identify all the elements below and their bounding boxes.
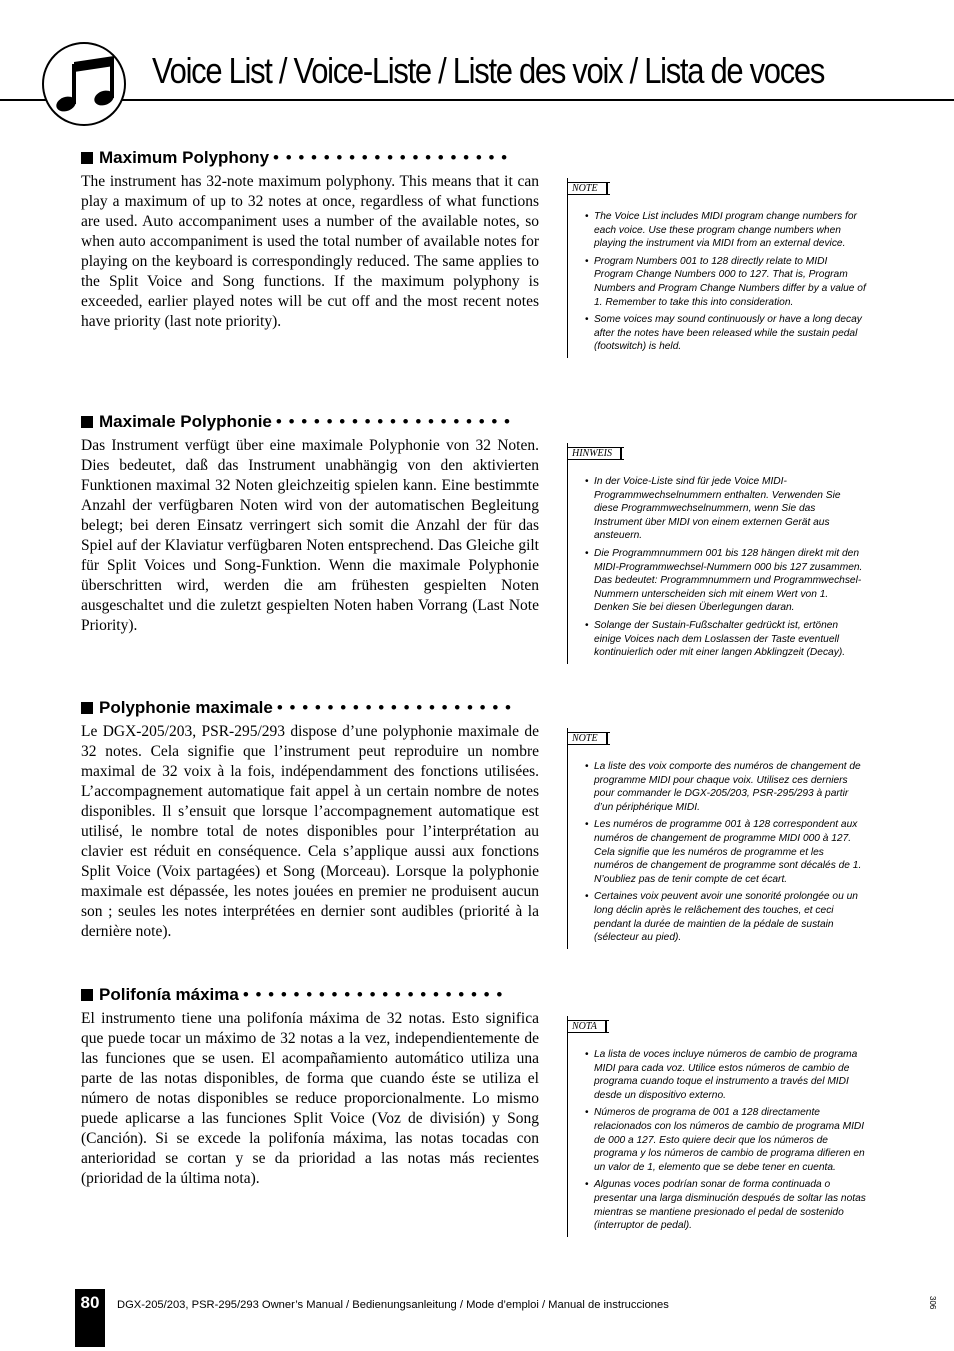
page-number: 80 (80, 1293, 100, 1312)
note-list (568, 1048, 866, 1233)
section-german (81, 411, 539, 636)
section-body: The instrument has 32-note maximum polyphony. This means that it can play a maximum of up to 32 notes at once, regardless of what functions are used. Auto accompaniment uses a number of the available notes, so when auto accompaniment is used the total number of available notes for playing on the keyboard is correspondingly reduced. The same applies to the Split Voice and Song functions. If the maximum polyphony is exceeded, earlier played notes will be cut off and the most recent notes have priority (last note priority). (81, 173, 539, 330)
section-english (81, 147, 539, 332)
note-label: HINWEIS (568, 447, 624, 460)
section-heading (81, 697, 539, 719)
note-box-german (567, 443, 866, 664)
note-item: • Algunas voces podrían sonar de forma continuada o presentar una larga disminución después de soltar las notas mientras se mantiene presionado el pedal de sostenido (interruptor de pedal). (585, 1178, 866, 1232)
section-spanish (81, 984, 539, 1189)
heading-dots: • • • • • • • • • • • • • • • • • • • (275, 412, 511, 431)
note-label: NOTE (568, 182, 610, 195)
heading-dots: • • • • • • • • • • • • • • • • • • • • • (242, 985, 504, 1004)
square-bullet-icon (81, 702, 93, 714)
music-note-icon (42, 42, 126, 126)
note-item: • Solange der Sustain-Fußschalter gedrückt ist, ertönen einige Voices nach dem Loslassen der Taste eventuell kontinuierlich oder mit einer langen Abklingzeit (Decay). (585, 619, 866, 660)
note-item: • Program Numbers 001 to 128 directly relate to MIDI Program Change Numbers 000 to 127. That is, Program Numbers and Program Change Numbers differ by a value of 1. Remember to take this into consideration. (585, 255, 866, 309)
note-item: • Die Programmnummern 001 bis 128 hängen direkt mit den MIDI-Programmwechsel-Nummern 000 bis 127 zusammen. Das bedeutet: Programmnummern und Programmwechsel-Nummern unterscheiden sich mit einem Wert von 1. Denken Sie bei diesen Überlegungen daran. (585, 547, 866, 615)
page-title: Voice List / Voice-Liste / Liste des voix / Lista de voces (152, 50, 825, 91)
note-label: NOTA (568, 1020, 609, 1033)
section-body: El instrumento tiene una polifonía máxima de 32 notas. Esto significa que puede tocar un máximo de 32 notas a la vez, independientemente de las funciones que se usen. El acompañamiento automático utiliza una parte de las notas disponibles, de forma que cuando éste se utiliza el número de notas disponibles se reduce proporcionalmente. Lo mismo puede aplicarse a las funciones Split Voice (Voz de división) y Song (Canción). Si se excede la polifonía máxima, las notas tocadas con anterioridad se cortan y se da prioridad a las notas más recientes (prioridad de la última nota). (81, 1010, 539, 1187)
note-box-spanish (567, 1016, 866, 1237)
note-item: • Números de programa de 001 a 128 directamente relacionados con los números de cambio de programa MIDI de 000 a 127. Esto quiere decir que los números de programa y los números de cambio de programa difieren en un valor de 1, elemento que se debe tener en cuenta. (585, 1106, 866, 1174)
note-item: • Les numéros de programme 001 à 128 correspondent aux numéros de changement de programme MIDI 000 à 127. Cela signifie que les numéros de programme et les numéros de changement de programme sont décalés de 1. N’oubliez pas de tenir compte de cet écart. (585, 818, 866, 886)
section-heading-label: Polyphonie maximale (99, 698, 273, 717)
note-item: • Some voices may sound continuously or have a long decay after the notes have been released while the sustain pedal (footswitch) is held. (585, 313, 866, 354)
square-bullet-icon (81, 416, 93, 428)
note-label: NOTE (568, 732, 610, 745)
note-item: • La liste des voix comporte des numéros de changement de programme MIDI pour chaque voix. Utilisez ces derniers pour commander le DGX-205/203, PSR-295/293 à partir d’un périphérique MIDI. (585, 760, 866, 814)
section-french (81, 697, 539, 942)
note-list (568, 210, 866, 354)
page-code: 306 (928, 1296, 937, 1310)
header-rule (0, 99, 954, 101)
section-heading (81, 984, 539, 1006)
footer-manual-title: DGX-205/203, PSR-295/293 Owner’s Manual / Bedienungsanleitung / Mode d’emploi / Manual de instrucciones (117, 1299, 669, 1311)
note-box-french (567, 728, 866, 949)
section-heading-label: Maximale Polyphonie (99, 412, 272, 431)
note-list (568, 475, 866, 660)
square-bullet-icon (81, 152, 93, 164)
note-list (568, 760, 866, 945)
section-heading (81, 411, 539, 433)
section-body: Das Instrument verfügt über eine maximale Polyphonie von 32 Noten. Dies bedeutet, daß das Instrument unabhängig von den aktivierten Funktionen maximal 32 Noten gleichzeitig spielen kann. Eine bestimmte Anzahl der verfügbaren Noten wird von der automatischen Begleitung belegt; bei deren Einsatz verringert sich somit die Anzahl der für das Spiel auf der Klaviatur verfügbaren Noten entsprechend. Das Gleiche gilt für Split Voices und Song-Funktion. Wenn die maximale Polyphonie überschritten wird, werden die am frühesten gespielten Noten ausgeschaltet und die zuletzt gespielten Noten haben Vorrang (Last Note Priority). (81, 437, 539, 634)
note-item: • La lista de voces incluye números de cambio de programa MIDI para cada voz. Utilice estos números de cambio de programa cuando toque el instrumento a través del MIDI desde un dispositivo externo. (585, 1048, 866, 1102)
square-bullet-icon (81, 989, 93, 1001)
section-heading (81, 147, 539, 169)
section-heading-label: Maximum Polyphony (99, 148, 270, 167)
heading-dots: • • • • • • • • • • • • • • • • • • • (276, 698, 512, 717)
note-item: • Certaines voix peuvent avoir une sonorité prolongée ou un long déclin après le relâchement des touches, et ceci pendant la durée de maintien de la pédale de sustain (sélecteur au pied). (585, 890, 866, 944)
note-box-english (567, 178, 866, 358)
note-item: • The Voice List includes MIDI program change numbers for each voice. Use these program change numbers when playing the instrument via MIDI from an external device. (585, 210, 866, 251)
note-item: • In der Voice-Liste sind für jede Voice MIDI-Programmwechselnummern enthalten. Verwenden Sie diese Programmwechselnummern, wenn Sie das Instrument über MIDI von einem externen Gerät aus ansteuern. (585, 475, 866, 543)
heading-dots: • • • • • • • • • • • • • • • • • • • (273, 148, 509, 167)
section-heading-label: Polifonía máxima (99, 985, 239, 1004)
section-body: Le DGX-205/203, PSR-295/293 dispose d’une polyphonie maximale de 32 notes. Cela signifie que l’instrument peut reproduire un nombre maximal de 32 voix à la fois, indépendamment des fonctions utilisées. L’accompagnement automatique fait appel à un certain nombre de notes disponibles. Il s’ensuit que lorsque l’accompagnement automatique est utilisé, le nombre total de notes disponibles pour l’interprétation au clavier est réduit en conséquence. Cela s’applique aussi aux fonctions Split Voice (Voix partagées) et Song (Morceau). Lorsque la polyphonie maximale est dépassée, les notes jouées en premier ne produisent aucun son ; seules les notes interprétées en dernier sont audibles (priorité à la dernière note). (81, 723, 539, 940)
